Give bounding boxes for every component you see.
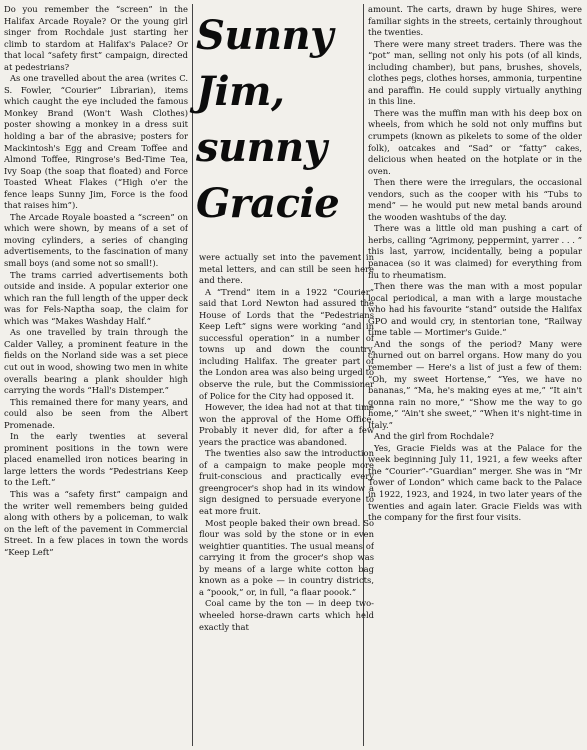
paragraph: The Arcade Royale boasted a “screen” on which were shown, by means of a set of moving cylinders, a series of changing advertisements, to the fascination of many small boys (and some not so small!). [4,211,188,269]
paragraph: Yes, Gracie Fields was at the Palace for the week beginning July 11, 1921, a few weeks after the “Courier”-“Guardian” merger. She was in “Mr Tower of London” which came back to the Palace in 1922, 1923, and 1924, in two later years of the twenties and again later. Gracie Fields was with the company for the first four visits. [368,442,582,523]
article-column-3 [368,4,582,746]
headline-line: Sunny [196,12,333,59]
paragraph: There was a little old man pushing a cart of herbs, calling “Agrimony, peppermint, yarrer . . . ” this last, yarrow, incidentally, being a popular panacea (so it was claimed) for everything from flu to rheumatism. [368,223,582,280]
paragraph: As one travelled by train through the Calder Valley, a prominent feature in the fields on the Norland side was a set piece cut out in wood, showing two men in white overalls bearing a plank shoulder high carrying the words “Hall's Distemper.” [4,327,188,396]
paragraph: Then there was the man with a most popular local periodical, a man with a large moustache who had his favourite “stand” outside the Halifax GPO and would cry, in stentorian tone, “Railway time table — Mortimer's Guide.” [368,281,582,338]
paragraph: Then there were the irregulars, the occasional vendors, such as the cooper with his “Tubs to mend” — he would put new metal bands around the wooden washtubs of the day. [368,177,582,222]
paragraph: There was the muffin man with his deep box on wheels, from which he sold not only muffins but crumpets (known as pikelets to some of the older folk), oatcakes and “Sad” or “fatty” cakes, delicious when heated on the hotplate or in the oven. [368,107,582,176]
headline-line: Gracie [196,180,340,227]
article-column-2 [199,252,374,746]
paragraph: This remained there for many years, and could also be seen from the Albert Promenade. [4,396,188,430]
paragraph: The trams carried advertisements both outside and inside. A popular exterior one which ran the full length of the upper deck was for Fels-Naptha soap, the claim for which was “Makes Washday Half.” [4,269,188,326]
lead-paragraph: Do you remember the “screen” in the Halifax Arcade Royale? Or the young girl singer from Rochdale just starting her climb to stardom at Halifax's Palace? Or that local “safety first” campaign, directed at pedestrians? [4,4,188,72]
headline [196,8,366,232]
paragraph: There were many street traders. There was the “pot” man, selling not only his pots (of all kinds, including chamber), but pans, brushes, shovels, clothes pegs, clothes horses, ammonia, turpentine and paraffin. He could supply virtually anything in this line. [368,38,582,107]
column-rule [192,4,193,746]
paragraph: The twenties also saw the introduction of a campaign to make people more fruit-conscious and practically every greengrocer's shop had in its window a sign designed to persuade everyone to eat more fruit. [199,448,374,517]
paragraph: And the songs of the period? Many were churned out on barrel organs. How many do you remember — Here's a list of just a few of them: “Oh, my sweet Hortense,” “Yes, we have no bananas,” “Ma, he's making eyes at me,” “It ain't gonna rain no more,” “Show me the way to go home,” “Ain't she sweet,” “When it's night-time in Italy.” [368,338,582,430]
paragraph: amount. The carts, drawn by huge Shires, were familiar sights in the streets, certainly throughout the twenties. [368,4,582,38]
paragraph: In the early twenties at several prominent positions in the town were placed enamelled iron notices bearing in large letters the words “Pedestrians Keep to the Left.” [4,431,188,488]
paragraph: And the girl from Rochdale? [374,431,494,442]
paragraph: As one travelled about the area (writes C. S. Fowler, “Courier” Librarian), items which caught the eye included the famous Monkey Brand (Won't Wash Clothes) poster showing a monkey in a dress suit holding a bar of the abrasive; posters for Mackintosh's Egg and Cream Toffee and Almond Toffee, Ringrose's Bed-Time Tea, Ivy Soap (the soap that floated) and Force Toasted Wheat Flakes (“High o'er the fence leaps Sunny Jim, Force is the food that raises him”). [4,73,188,211]
paragraph: A “Trend” item in a 1922 “Courier” said that Lord Newton had assured the House of Lords that the “Pedestrians Keep Left” signs were working “and in successful operation” in a number of towns up and down the country, including Halifax. The greater part of the London area was also being urged to observe the rule, but the Commissioner of Police for the City had opposed it. [199,286,374,401]
paragraph: Most people baked their own bread. So flour was sold by the stone or in even weightier quantities. The usual means of carrying it from the grocer's shop was by means of a large white cotton bag known as a poke — in country districts, a “poook,” or, in full, “a flaar poook.” [199,517,374,597]
paragraph: were actually set into the pavement in metal letters, and can still be seen here and there. [199,252,374,286]
paragraph: Coal came by the ton — in deep two-wheeled horse-drawn carts which held exactly that [199,598,374,632]
paragraph: However, the idea had not at that time won the approval of the Home Office. Probably it never did, for after a few years the practice was abandoned. [199,402,374,447]
headline-line: sunny [196,124,327,171]
headline-line: Jim, [196,68,285,115]
paragraph: This was a “safety first” campaign and the writer well remembers being guided along with others by a policeman, to walk on the left of the pavement in Commercial Street. In a few places in town the words “Keep Left” [4,488,188,557]
article-column-1 [4,4,188,746]
